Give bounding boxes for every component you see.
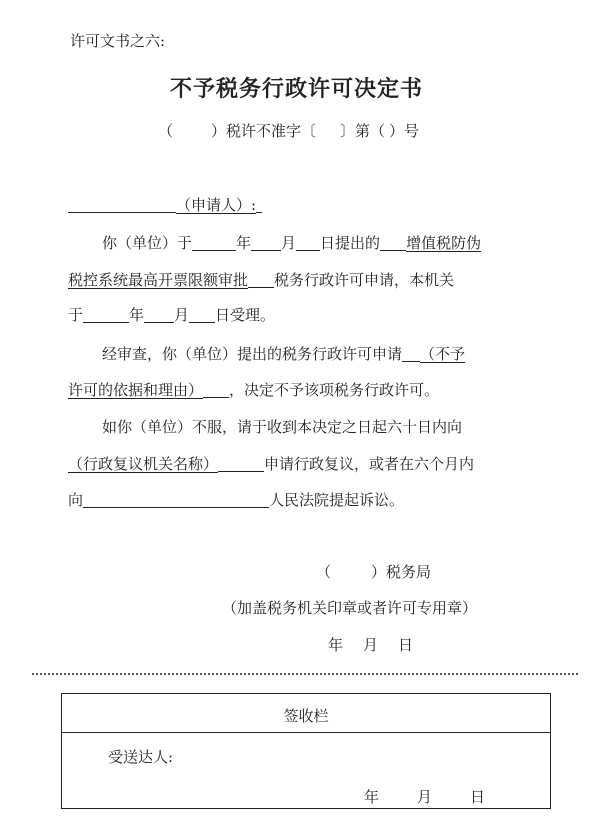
doc-number-mid: 〕第（: [340, 122, 386, 140]
document-number: [158, 120, 419, 141]
receipt-day: 日: [470, 788, 486, 806]
applicant-line: [68, 194, 262, 215]
item-blank-tail: [248, 270, 274, 288]
para3-text-d: 人民法院提起诉讼。: [269, 491, 405, 509]
receipt-date: [364, 786, 485, 807]
year2-blank: [83, 305, 129, 323]
para1-line2: [68, 269, 454, 290]
receipt-month: 月: [417, 788, 433, 806]
denial-basis-part2: 许可的依据和理由）: [68, 381, 204, 399]
org-blank-tail: [218, 454, 264, 472]
para3-line2: [68, 453, 474, 474]
page-title: 不予税务行政许可决定书: [169, 76, 423, 102]
seal-note: （加盖税务机关印章或者许可专用章）: [222, 599, 478, 617]
applicant-blank: [68, 195, 176, 213]
application-item-part1: 增值税防伪: [406, 234, 482, 252]
receipt-box: [61, 693, 551, 809]
denial-basis-part1: （不予: [420, 345, 466, 363]
issuer-close: ）税务局: [371, 563, 432, 581]
month2-blank: [144, 305, 174, 323]
para1-year: 年: [236, 234, 252, 252]
issuer-line: [316, 561, 431, 582]
para2-text-b: ，决定不予该项税务行政许可。: [229, 381, 440, 399]
cut-line: [32, 673, 578, 675]
para1-line1: [102, 232, 481, 253]
para2-line2: [68, 379, 439, 400]
court-blank: [83, 490, 269, 508]
para1-line3: [68, 304, 275, 325]
basis-blank-tail: [203, 380, 229, 398]
application-item-part2: 税控系统最高开票限额审批: [68, 271, 249, 289]
recipient-label: 受送达人:: [108, 748, 174, 766]
para1-text-a: 你（单位）于: [102, 234, 193, 252]
basis-blank-lead: [402, 344, 420, 362]
review-organ-name: （行政复议机关名称）: [68, 455, 219, 473]
para1-year2: 年: [129, 306, 145, 324]
para1-day-submitted: 日提出的: [320, 234, 381, 252]
issue-date: [328, 634, 413, 655]
applicant-label: （申请人）:: [176, 196, 257, 214]
applicant-blank-tail: [256, 195, 262, 213]
doc-number-suffix: ）号: [389, 122, 420, 140]
para3-line3: [68, 489, 404, 510]
doc-label: 许可文书之六:: [70, 32, 166, 50]
para2-line1: [102, 343, 465, 364]
doc-number-prefix: ）税许不准字〔: [211, 122, 317, 140]
receipt-year: 年: [364, 788, 380, 806]
year-blank: [192, 233, 236, 251]
para3-text-b: 申请行政复议，或者在六个月内: [264, 455, 475, 473]
para1-day-accepted: 日受理。: [215, 306, 276, 324]
issue-date-day: 日: [398, 636, 414, 654]
day2-blank: [189, 305, 215, 323]
issue-date-month: 月: [363, 636, 379, 654]
month-blank: [251, 233, 281, 251]
para2-text-a: 经审查，你（单位）提出的税务行政许可申请: [102, 345, 403, 363]
doc-number-open: （: [158, 122, 174, 140]
para3-text-c: 向: [68, 491, 84, 509]
day-blank: [296, 233, 320, 251]
para1-text-c: 于: [68, 306, 84, 324]
item-blank-lead: [380, 233, 406, 251]
para3-line1: 如你（单位）不服，请于收到本决定之日起六十日内向: [102, 418, 463, 436]
receipt-title: 签收栏: [283, 707, 329, 725]
issuer-open: （: [316, 563, 332, 581]
para1-month2: 月: [174, 306, 190, 324]
para1-text-b: 税务行政许可申请，本机关: [274, 271, 455, 289]
receipt-header: [62, 694, 550, 733]
issue-date-year: 年: [328, 636, 344, 654]
para1-month: 月: [281, 234, 297, 252]
